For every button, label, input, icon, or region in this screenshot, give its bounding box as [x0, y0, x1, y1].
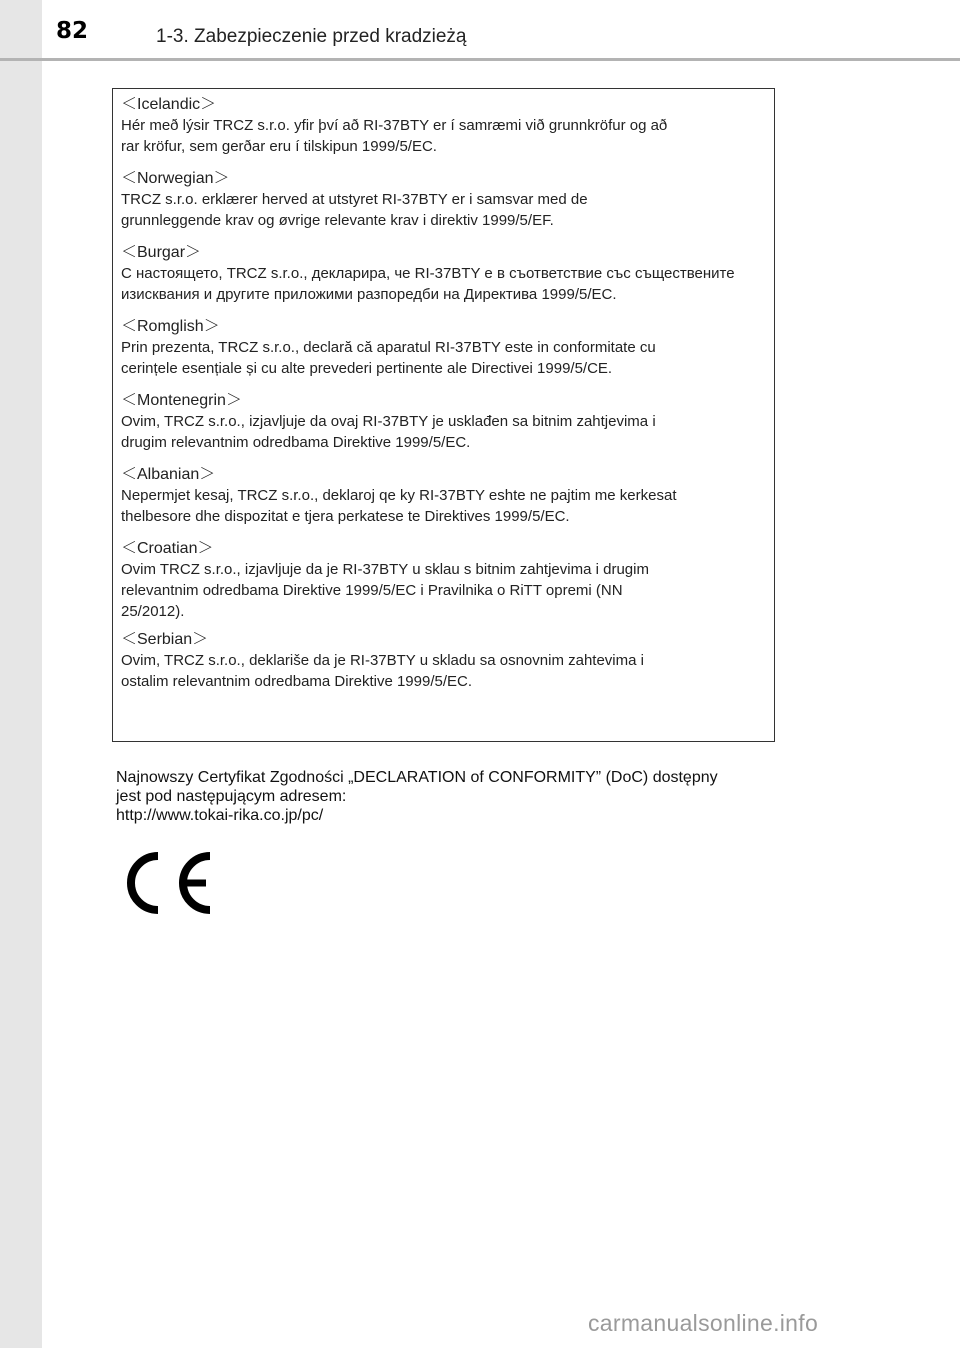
declaration-text: TRCZ s.r.o. erklærer herved at utstyret RI-37BTY er i samsvar med de grunnleggende krav og øvrige relevante krav i direktiv 1999/5/EF.	[121, 191, 588, 229]
ce-mark-icon	[124, 852, 216, 914]
declaration-serbian	[121, 630, 766, 692]
declaration-text: Nepermjet kesaj, TRCZ s.r.o., deklaroj qe ky RI-37BTY eshte ne pajtim me kerkesat thelbesore dhe dispozitat e tjera perkatese te Direktives 1999/5/EC.	[121, 487, 677, 525]
page-header	[0, 0, 960, 58]
doc-note-line: Najnowszy Certyfikat Zgodności „DECLARATION of CONFORMITY” (DoC) dostępny	[116, 769, 718, 786]
site-watermark: carmanualsonline.info	[588, 1310, 819, 1336]
language-title: ＜Montenegrin＞	[121, 392, 242, 409]
declaration-text: Ovim, TRCZ s.r.o., deklariše da je RI-37BTY u skladu sa osnovnim zahtevima i ostalim relevantnim odredbama Direktive 1999/5/EC.	[121, 652, 644, 690]
language-title: ＜Croatian＞	[121, 540, 214, 557]
declaration-romanian	[121, 317, 766, 379]
declaration-text: Prin prezenta, TRCZ s.r.o., declară că aparatul RI-37BTY este in conformitate cu cerințele esențiale și cu alte prevederi pertinente ale Directivei 1999/5/CE.	[121, 339, 656, 377]
doc-note-line: jest pod następującym adresem:	[116, 788, 347, 805]
declaration-norwegian	[121, 169, 766, 231]
language-title: ＜Burgar＞	[121, 244, 202, 261]
language-title: ＜Icelandic＞	[121, 96, 217, 113]
declaration-bulgarian	[121, 243, 766, 305]
declaration-text: С настоящето, TRCZ s.r.o., декларира, че RI-37BTY е в съответствие със съществените изисквания и другите приложими разпоредби на Директива 1999/5/ЕС.	[121, 265, 735, 303]
language-title: ＜Albanian＞	[121, 466, 216, 483]
declaration-icelandic	[121, 95, 766, 157]
language-title: ＜Serbian＞	[121, 631, 209, 648]
language-title: ＜Norwegian＞	[121, 170, 230, 187]
section-title: 1-3. Zabezpieczenie przed kradzieżą	[156, 26, 467, 47]
side-margin-strip	[0, 0, 42, 1348]
page-number: 82	[56, 18, 89, 44]
declarations-box	[112, 88, 775, 742]
declaration-montenegrin	[121, 391, 766, 453]
declaration-albanian	[121, 465, 766, 527]
declaration-text: Ovim, TRCZ s.r.o., izjavljuje da ovaj RI-37BTY je usklađen sa bitnim zahtjevima i drugim relevantnim odredbama Direktive 1999/5/EC.	[121, 413, 656, 451]
doc-url-link[interactable]: http://www.tokai-rika.co.jp/pc/	[116, 807, 324, 824]
header-divider	[0, 58, 960, 61]
declaration-text: Hér með lýsir TRCZ s.r.o. yfir því að RI-37BTY er í samræmi við grunnkröfur og að rar kröfur, sem gerðar eru í tilskipun 1999/5/EC.	[121, 117, 668, 155]
declaration-croatian	[121, 539, 766, 622]
doc-availability-note	[116, 768, 796, 825]
language-title: ＜Romglish＞	[121, 318, 220, 335]
declaration-text: Ovim TRCZ s.r.o., izjavljuje da je RI-37BTY u sklau s bitnim zahtjevima i drugim relevantnim odredbama Direktive 1999/5/EC i Pravilnika o RiTT opremi (NN 25/2012).	[121, 561, 649, 620]
